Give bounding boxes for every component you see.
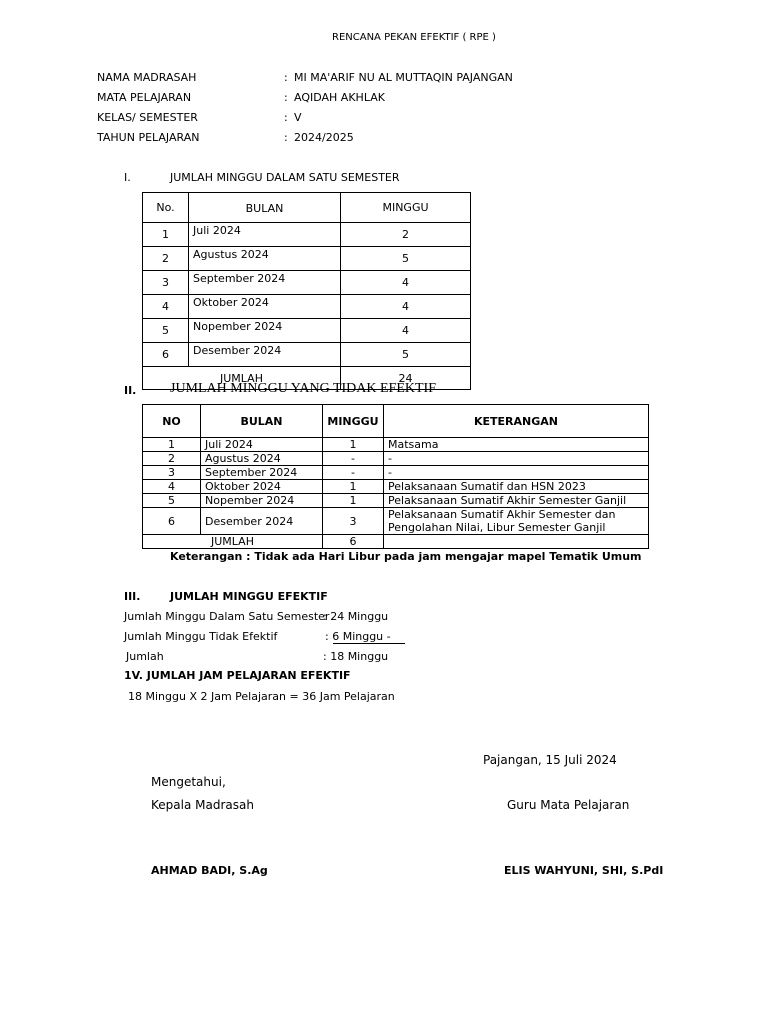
cell-no: 6: [143, 508, 201, 535]
info-label-madrasah: NAMA MADRASAH: [97, 71, 197, 84]
right-signer-name: ELIS WAHYUNI, SHI, S.PdI: [504, 864, 664, 877]
cell-bulan: Oktober 2024: [189, 295, 341, 319]
cell-minggu: 5: [341, 247, 471, 271]
cell-bulan: Desember 2024: [189, 343, 341, 367]
effective-line-value: : 18 Minggu: [323, 650, 389, 663]
table-row: [143, 480, 649, 494]
cell-minggu: 2: [341, 223, 471, 247]
cell-minggu: -: [323, 466, 384, 480]
section1-number: I.: [124, 171, 131, 184]
cell-no: 5: [143, 494, 201, 508]
info-value-tahun: 2024/2025: [294, 131, 354, 144]
cell-minggu: 4: [341, 319, 471, 343]
section1-title: JUMLAH MINGGU DALAM SATU SEMESTER: [170, 171, 400, 184]
effective-line-label: Jumlah: [126, 650, 164, 663]
section4-line: 18 Minggu X 2 Jam Pelajaran = 36 Jam Pelajaran: [128, 690, 395, 703]
cell-bulan: September 2024: [201, 466, 323, 480]
right-signer-role: Guru Mata Pelajaran: [507, 798, 630, 812]
info-colon: :: [284, 111, 288, 124]
cell-keterangan: Pelaksanaan Sumatif Akhir Semester dan Pengolahan Nilai, Libur Semester Ganjil: [384, 508, 649, 535]
section2-number: II.: [124, 384, 137, 397]
cell-keterangan: Matsama: [384, 438, 649, 452]
cell-minggu: 4: [341, 271, 471, 295]
section2-note: Keterangan : Tidak ada Hari Libur pada jam mengajar mapel Tematik Umum: [170, 550, 642, 563]
table-total-row: [143, 535, 649, 549]
table-row: [143, 223, 471, 247]
cell-no: 4: [143, 295, 189, 319]
cell-minggu: 5: [341, 343, 471, 367]
effective-line-value: : 24 Minggu: [323, 610, 389, 623]
info-label-kelas: KELAS/ SEMESTER: [97, 111, 198, 124]
underline-decoration: [333, 643, 405, 644]
left-signer-role: Kepala Madrasah: [151, 798, 254, 812]
cell-no: 1: [143, 223, 189, 247]
table-row: [143, 343, 471, 367]
cell-bulan: Juli 2024: [201, 438, 323, 452]
table-row: [143, 247, 471, 271]
effective-line-label: Jumlah Minggu Tidak Efektif: [124, 630, 278, 643]
cell-minggu: -: [323, 452, 384, 466]
section3-title: JUMLAH MINGGU EFEKTIF: [170, 590, 328, 603]
info-colon: :: [284, 131, 288, 144]
table-header-row: [143, 405, 649, 438]
info-colon: :: [284, 71, 288, 84]
info-value-mapel: AQIDAH AKHLAK: [294, 91, 385, 104]
table-row: [143, 438, 649, 452]
weeks-in-semester-table: [142, 192, 471, 390]
total-label: JUMLAH: [143, 367, 341, 390]
table-row: [143, 508, 649, 535]
cell-keterangan: Pelaksanaan Sumatif Akhir Semester Ganjil: [384, 494, 649, 508]
cell-bulan: Nopember 2024: [201, 494, 323, 508]
table-row: [143, 466, 649, 480]
table-row: [143, 319, 471, 343]
cell-bulan: Oktober 2024: [201, 480, 323, 494]
left-signer-name: AHMAD BADI, S.Ag: [151, 864, 268, 877]
cell-no: 2: [143, 247, 189, 271]
cell-bulan: September 2024: [189, 271, 341, 295]
section2-title: JUMLAH MINGGU YANG TIDAK EFEKTIF: [170, 381, 436, 396]
total-empty: [384, 535, 649, 549]
cell-minggu: 1: [323, 494, 384, 508]
cell-no: 4: [143, 480, 201, 494]
cell-bulan: Nopember 2024: [189, 319, 341, 343]
cell-keterangan: Pelaksanaan Sumatif dan HSN 2023: [384, 480, 649, 494]
cell-bulan: Agustus 2024: [201, 452, 323, 466]
header-bulan: BULAN: [189, 193, 341, 223]
total-label: JUMLAH: [143, 535, 323, 549]
info-label-mapel: MATA PELAJARAN: [97, 91, 192, 104]
header-minggu: MINGGU: [341, 193, 471, 223]
cell-minggu: 1: [323, 480, 384, 494]
cell-minggu: 3: [323, 508, 384, 535]
cell-bulan: Desember 2024: [201, 508, 323, 535]
table-row: [143, 271, 471, 295]
info-value-madrasah: MI MA'ARIF NU AL MUTTAQIN PAJANGAN: [294, 71, 513, 84]
effective-line-value: : 6 Minggu -: [325, 630, 391, 643]
cell-no: 6: [143, 343, 189, 367]
cell-no: 1: [143, 438, 201, 452]
cell-bulan: Juli 2024: [189, 223, 341, 247]
section3-number: III.: [124, 590, 141, 603]
info-value-kelas: V: [294, 111, 302, 124]
section4-title: 1V. JUMLAH JAM PELAJARAN EFEKTIF: [124, 669, 351, 682]
table-row: [143, 295, 471, 319]
table-row: [143, 452, 649, 466]
table-row: [143, 494, 649, 508]
info-label-tahun: TAHUN PELAJARAN: [97, 131, 200, 144]
cell-minggu: 1: [323, 438, 384, 452]
header-no: NO: [143, 405, 201, 438]
header-no: No.: [143, 193, 189, 223]
mengetahui-label: Mengetahui,: [151, 775, 226, 789]
non-effective-weeks-table: [142, 404, 649, 549]
cell-no: 5: [143, 319, 189, 343]
cell-no: 2: [143, 452, 201, 466]
place-date: Pajangan, 15 Juli 2024: [483, 753, 617, 767]
header-keterangan: KETERANGAN: [384, 405, 649, 438]
cell-keterangan: -: [384, 452, 649, 466]
cell-bulan: Agustus 2024: [189, 247, 341, 271]
info-colon: :: [284, 91, 288, 104]
header-bulan: BULAN: [201, 405, 323, 438]
total-value: 24: [341, 367, 471, 390]
cell-no: 3: [143, 466, 201, 480]
cell-keterangan: -: [384, 466, 649, 480]
header-minggu: MINGGU: [323, 405, 384, 438]
total-value: 6: [323, 535, 384, 549]
effective-line-label: Jumlah Minggu Dalam Satu Semester: [124, 610, 330, 623]
document-title: RENCANA PEKAN EFEKTIF ( RPE ): [332, 32, 496, 43]
cell-minggu: 4: [341, 295, 471, 319]
table-header-row: [143, 193, 471, 223]
cell-no: 3: [143, 271, 189, 295]
